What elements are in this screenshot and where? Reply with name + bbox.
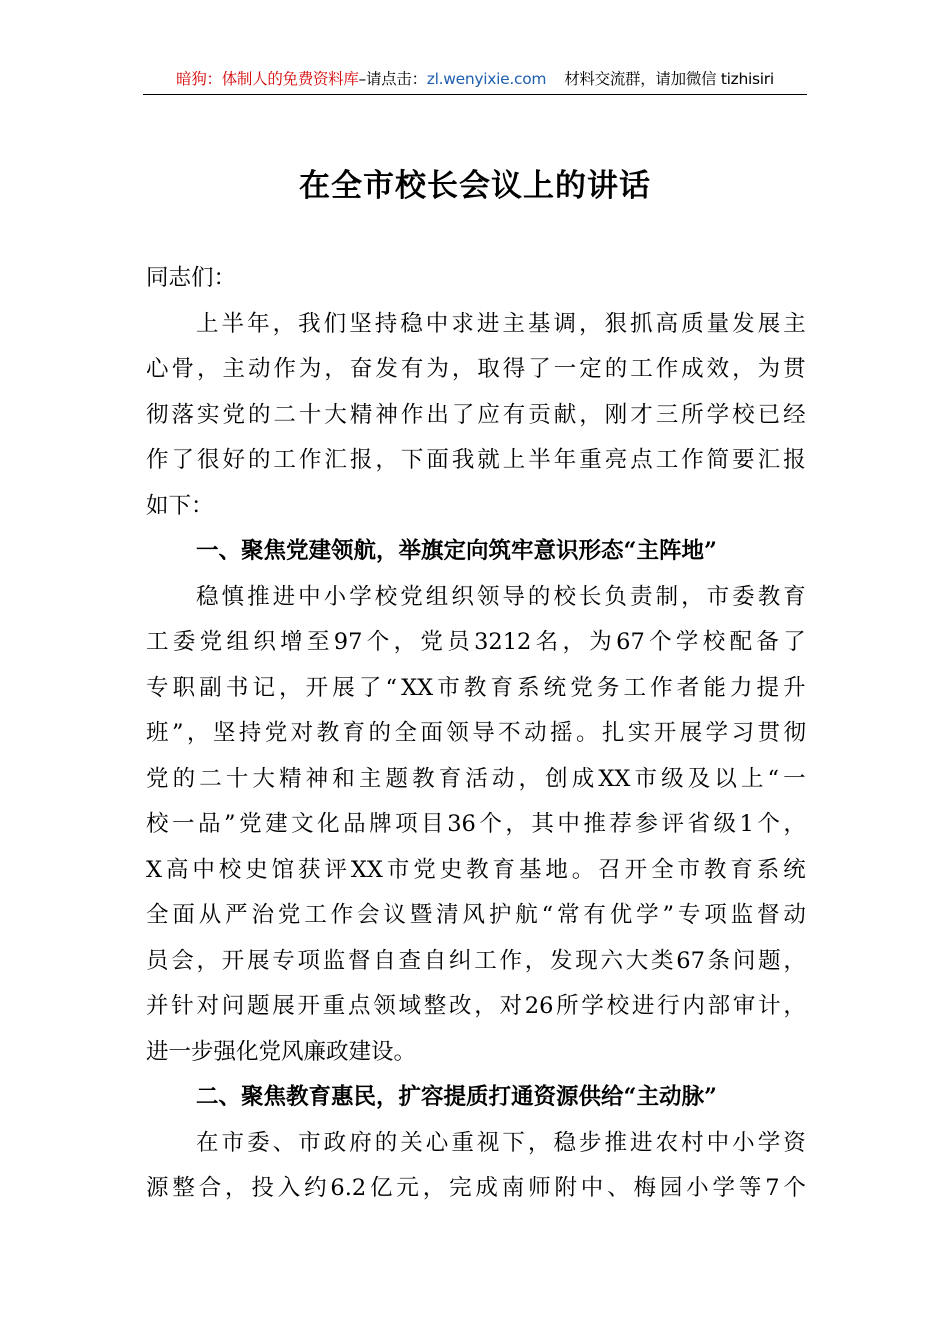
section-2-line: 源 整 合 ， 投 入 约 6.2 亿 元 ， 完 成 南 师 附 中 、 梅 园 小 学 等 7 个 [146,1175,806,1201]
section-1-line: 校 一 品 ” 党 建 文 化 品 牌 项 目 36 个 ， 其 中 推 荐 参 评 省 级 1 个 ， [146,811,806,837]
section-1-line: 专 职 副 书 记 ， 开 展 了 “ XX 市 教 育 系 统 党 务 工 作 者 能 力 提 升 [146,674,806,701]
header-url-link[interactable]: zl.wenyixie.com [426,70,547,88]
salutation: 同志们： [146,265,237,291]
header-brand: 暗狗：体制人的免费资料库 [176,70,359,88]
section-1-line: 员 会 ， 开 展 专 项 监 督 自 查 自 纠 工 作 ， 发 现 六 大 类 67 条 问 题 ， [146,947,806,974]
intro-line: 心 骨 ， 主 动 作 为 ， 奋 发 有 为 ， 取 得 了 一 定 的 工 作 成 效 ， 为 贯 [146,356,806,382]
section-1-line: 班 ” ， 坚 持 党 对 教 育 的 全 面 领 导 不 动 摇 。 扎 实 开 展 学 习 贯 彻 [146,720,806,746]
page-header [143,66,807,95]
section-2-heading: 二、聚焦教育惠民，扩容提质打通资源供给“主动脉” [196,1084,717,1110]
section-1-line: 进一步强化党风廉政建设。 [146,1038,417,1065]
document-title: 在全市校长会议上的讲话 [299,168,651,204]
intro-line: 彻 落 实 党 的 二 十 大 精 神 作 出 了 应 有 贡 献 ， 刚 才 三 所 学 校 已 经 [146,401,806,428]
intro-line: 作 了 很 好 的 工 作 汇 报 ， 下 面 我 就 上 半 年 重 亮 点 工 作 简 要 汇 报 [146,447,806,473]
section-1-line: 并 针 对 问 题 展 开 重 点 领 域 整 改 ， 对 26 所 学 校 进 行 内 部 审 计 ， [146,993,806,1019]
section-1-heading: 一、聚焦党建领航，举旗定向筑牢意识形态“主阵地” [196,538,717,564]
section-1-line: X 高 中 校 史 馆 获 评 XX 市 党 史 教 育 基 地 。 召 开 全 市 教 育 系 统 [146,856,806,883]
section-1-line: 工 委 党 组 织 增 至 97 个 ， 党 员 3212 名 ， 为 67 个 学 校 配 备 了 [146,629,806,655]
intro-line: 如下： [146,492,214,519]
intro-line: 上 半 年 ， 我 们 坚 持 稳 中 求 进 主 基 调 ， 狠 抓 高 质 量 发 展 主 [196,310,806,337]
section-2-line: 在 市 委 、 市 政 府 的 关 心 重 视 下 ， 稳 步 推 进 农 村 中 小 学 资 [196,1129,806,1156]
section-1-line: 稳 慎 推 进 中 小 学 校 党 组 织 领 导 的 校 长 负 责 制 ， 市 委 教 育 [196,583,806,610]
header-prompt: –请点击： [358,70,427,88]
document-body [146,256,806,1212]
section-1-line: 全 面 从 严 治 党 工 作 会 议 暨 清 风 护 航 “ 常 有 优 学 ” 专 项 监 督 动 [146,902,806,928]
header-group-info: 材料交流群，请加微信 tizhisiri [564,70,774,88]
section-1-line: 党 的 二 十 大 精 神 和 主 题 教 育 活 动 ， 创 成 XX 市 级 及 以 上 “ 一 [146,765,806,792]
